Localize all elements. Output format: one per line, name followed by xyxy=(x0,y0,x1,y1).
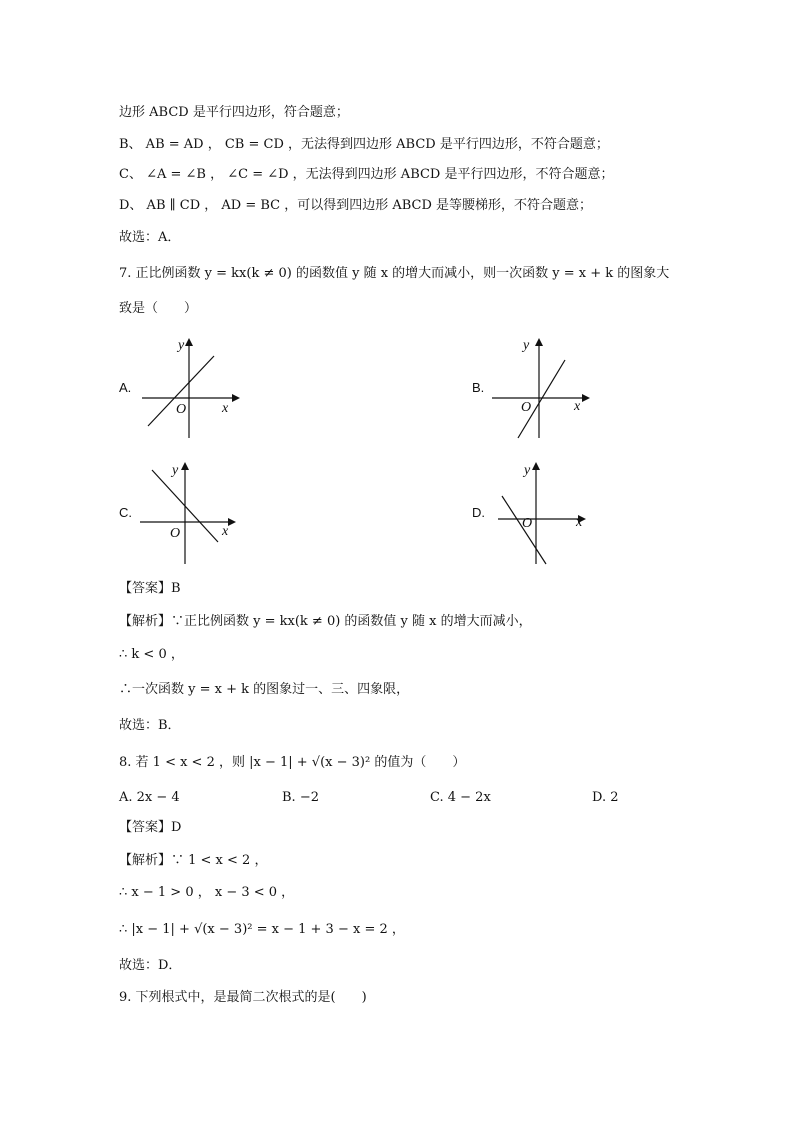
answer-7: 【答案】B xyxy=(119,581,181,596)
explanation-8-line4: 故选：D． xyxy=(119,958,182,973)
graph-d-o: O xyxy=(522,516,533,531)
option-b-label: B. xyxy=(472,380,485,395)
graph-c-x: x xyxy=(222,524,229,539)
explanation-7-line4: 故选：B． xyxy=(119,718,181,733)
question-8: 8. 若 1 < x < 2 ，则 |x − 1| + √(x − 3)² 的值为（ ） xyxy=(119,755,466,770)
graph-c-o: O xyxy=(170,526,181,541)
graph-b-x: x xyxy=(574,399,581,414)
explanation-7-line2: ∴ k < 0 ， xyxy=(119,647,184,662)
graph-d-y: y xyxy=(524,463,531,478)
line-option-b: B、 AB = AD ， CB = CD ，无法得到四边形 ABCD 是平行四边形，不符合题意； xyxy=(119,137,609,152)
explanation-7-line3: ∴一次函数 y = x + k 的图象过一、三、四象限， xyxy=(119,682,410,697)
graph-b-o: O xyxy=(521,400,532,415)
choose-a: 故选：A． xyxy=(119,230,181,245)
graph-c xyxy=(140,458,250,568)
explanation-8-line3: ∴ |x − 1| + √(x − 3)² = x − 1 + 3 − x = 2 ， xyxy=(119,922,405,937)
graph-a xyxy=(140,334,250,444)
graph-b-y: y xyxy=(523,338,530,353)
q8-option-d: D. 2 xyxy=(592,790,619,805)
graph-c-y: y xyxy=(172,463,179,478)
q8-option-b: B. −2 xyxy=(282,790,319,805)
explanation-8-line1: 【解析】∵ 1 < x < 2 ， xyxy=(119,853,268,868)
line-option-c: C、 ∠A = ∠B ， ∠C = ∠D ，无法得到四边形 ABCD 是平行四边形，不符合题意； xyxy=(119,167,614,182)
question-9: 9. 下列根式中，是最简二次根式的是( ) xyxy=(119,990,367,1005)
answer-8: 【答案】D xyxy=(119,820,182,835)
graph-a-o: O xyxy=(176,402,187,417)
graph-d-x: x xyxy=(576,515,583,530)
line-1: 边形 ABCD 是平行四边形，符合题意； xyxy=(119,105,349,120)
graph-d xyxy=(494,458,604,568)
option-a-label: A. xyxy=(119,380,132,395)
q8-option-c: C. 4 − 2x xyxy=(430,790,491,805)
question-7-line2: 致是（ ） xyxy=(119,301,198,316)
option-d-label: D. xyxy=(472,505,485,520)
question-7-line1: 7. 正比例函数 y = kx(k ≠ 0) 的函数值 y 随 x 的增大而减小，则一次函数 y = x + k 的图象大 xyxy=(119,266,670,281)
graph-b xyxy=(490,334,600,444)
explanation-7-line1: 【解析】∵正比例函数 y = kx(k ≠ 0) 的函数值 y 随 x 的增大而减小， xyxy=(119,614,532,629)
explanation-8-line2: ∴ x − 1 > 0 ， x − 3 < 0 ， xyxy=(119,885,295,900)
line-option-d: D、 AB ∥ CD ， AD = BC ，可以得到四边形 ABCD 是等腰梯形，不符合题意； xyxy=(119,198,593,213)
graph-a-y: y xyxy=(178,338,185,353)
option-c-label: C. xyxy=(119,505,132,520)
q8-option-a: A. 2x − 4 xyxy=(119,790,180,805)
graph-a-x: x xyxy=(222,401,229,416)
